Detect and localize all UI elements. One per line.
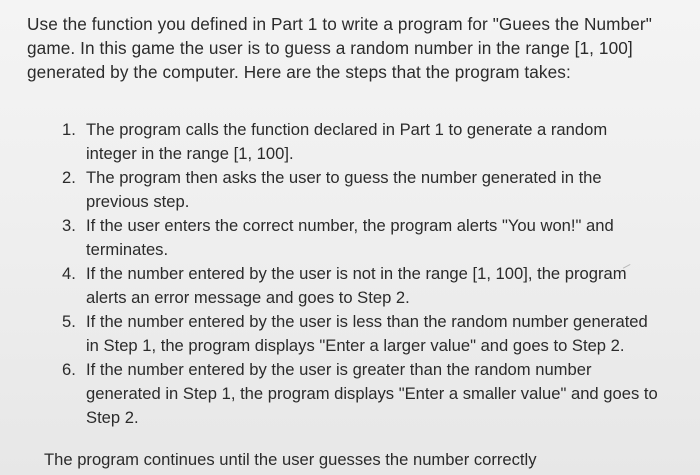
step-number: 1. xyxy=(62,120,76,139)
step-number: 5. xyxy=(62,312,76,331)
step-text-line: integer in the range [1, 100]. xyxy=(86,144,294,163)
intro-line: game. In this game the user is to guess a random number in the range [1, 100] xyxy=(27,38,633,58)
step-item-2 xyxy=(62,166,682,214)
step-text-line: If the number entered by the user is not in the range [1, 100], the program xyxy=(86,264,627,283)
footer-text: The program continues until the user guesses the number correctly xyxy=(44,450,537,469)
step-number: 6. xyxy=(62,360,76,379)
step-item-4 xyxy=(62,262,682,310)
step-number: 4. xyxy=(62,264,76,283)
step-text-line: in Step 1, the program displays "Enter a larger value" and goes to Step 2. xyxy=(86,336,625,355)
step-text-line: alerts an error message and goes to Step 2. xyxy=(86,288,410,307)
intro-line: Use the function you defined in Part 1 to write a program for "Guees the Number" xyxy=(27,14,652,34)
step-number: 3. xyxy=(62,216,76,235)
step-item-5 xyxy=(62,310,682,358)
step-item-6 xyxy=(62,358,682,430)
step-text-line: If the number entered by the user is greater than the random number xyxy=(86,360,592,379)
step-item-1 xyxy=(62,118,682,166)
step-text-line: If the number entered by the user is less than the random number generated xyxy=(86,312,648,331)
step-text-line: previous step. xyxy=(86,192,190,211)
step-text-line: The program calls the function declared in Part 1 to generate a random xyxy=(86,120,608,139)
intro-line: generated by the computer. Here are the steps that the program takes: xyxy=(27,62,571,82)
step-text-line: terminates. xyxy=(86,240,169,259)
step-text-line: If the user enters the correct number, the program alerts "You won!" and xyxy=(86,216,614,235)
step-item-3 xyxy=(62,214,682,262)
intro-paragraph xyxy=(27,12,682,84)
step-text-line: The program then asks the user to guess the number generated in the xyxy=(86,168,602,187)
step-number: 2. xyxy=(62,168,76,187)
step-text-line: Step 2. xyxy=(86,408,139,427)
steps-list xyxy=(62,118,682,430)
step-text-line: generated in Step 1, the program displays "Enter a smaller value" and goes to xyxy=(86,384,658,403)
